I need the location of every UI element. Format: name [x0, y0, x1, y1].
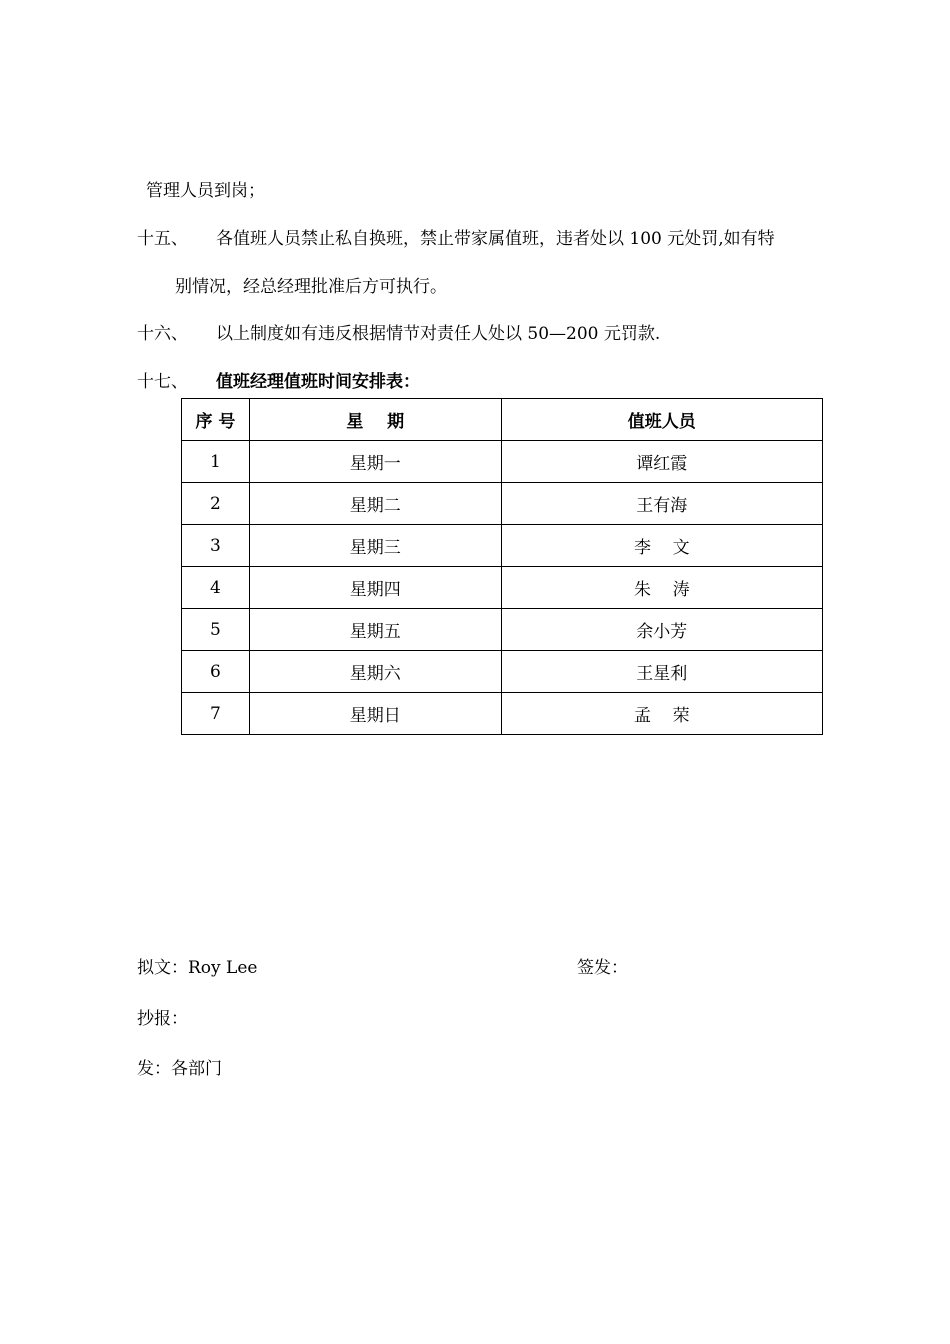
- cell-weekday: 星期三: [249, 525, 501, 567]
- item-17-number: 十七、: [137, 372, 188, 392]
- cell-seq: 1: [182, 441, 250, 483]
- cell-weekday: 星期四: [249, 567, 501, 609]
- cell-staff: 谭红霞: [501, 441, 822, 483]
- header-weekday: 星 期: [249, 399, 501, 441]
- cell-staff: 朱 涛: [501, 567, 822, 609]
- cell-weekday: 星期二: [249, 483, 501, 525]
- cc-line: 抄报：: [137, 1009, 188, 1029]
- distribution-line: 发：各部门: [137, 1059, 222, 1079]
- signer-line: 签发：: [577, 958, 628, 978]
- continued-text: 管理人员到岗；: [146, 181, 265, 201]
- cell-staff: 王星利: [501, 651, 822, 693]
- cell-weekday: 星期六: [249, 651, 501, 693]
- cell-staff: 孟 荣: [501, 693, 822, 735]
- item-17-text: 值班经理值班时间安排表：: [216, 372, 420, 392]
- table-header-row: [182, 399, 823, 441]
- item-16-number: 十六、: [137, 324, 188, 344]
- drafter-line: 拟文：Roy Lee: [137, 958, 258, 978]
- cell-staff: 李 文: [501, 525, 822, 567]
- cell-weekday: 星期五: [249, 609, 501, 651]
- cell-staff: 余小芳: [501, 609, 822, 651]
- table-row: [182, 483, 823, 525]
- table-row: [182, 441, 823, 483]
- cell-staff: 王有海: [501, 483, 822, 525]
- header-seq: 序 号: [182, 399, 250, 441]
- item-15-number: 十五、: [137, 229, 188, 249]
- item-15-text-line1: 各值班人员禁止私自换班，禁止带家属值班，违者处以 100 元处罚,如有特: [216, 229, 775, 249]
- duty-schedule-table: [181, 398, 823, 735]
- table-row: [182, 651, 823, 693]
- cell-seq: 4: [182, 567, 250, 609]
- table-row: [182, 693, 823, 735]
- cell-seq: 6: [182, 651, 250, 693]
- item-16-text: 以上制度如有违反根据情节对责任人处以 50—200 元罚款.: [216, 324, 661, 344]
- cell-weekday: 星期一: [249, 441, 501, 483]
- table-row: [182, 567, 823, 609]
- header-staff: 值班人员: [501, 399, 822, 441]
- table-row: [182, 609, 823, 651]
- item-15-text-line2: 别情况，经总经理批准后方可执行。: [175, 277, 447, 297]
- cell-seq: 5: [182, 609, 250, 651]
- table-row: [182, 525, 823, 567]
- cell-seq: 3: [182, 525, 250, 567]
- cell-weekday: 星期日: [249, 693, 501, 735]
- cell-seq: 7: [182, 693, 250, 735]
- cell-seq: 2: [182, 483, 250, 525]
